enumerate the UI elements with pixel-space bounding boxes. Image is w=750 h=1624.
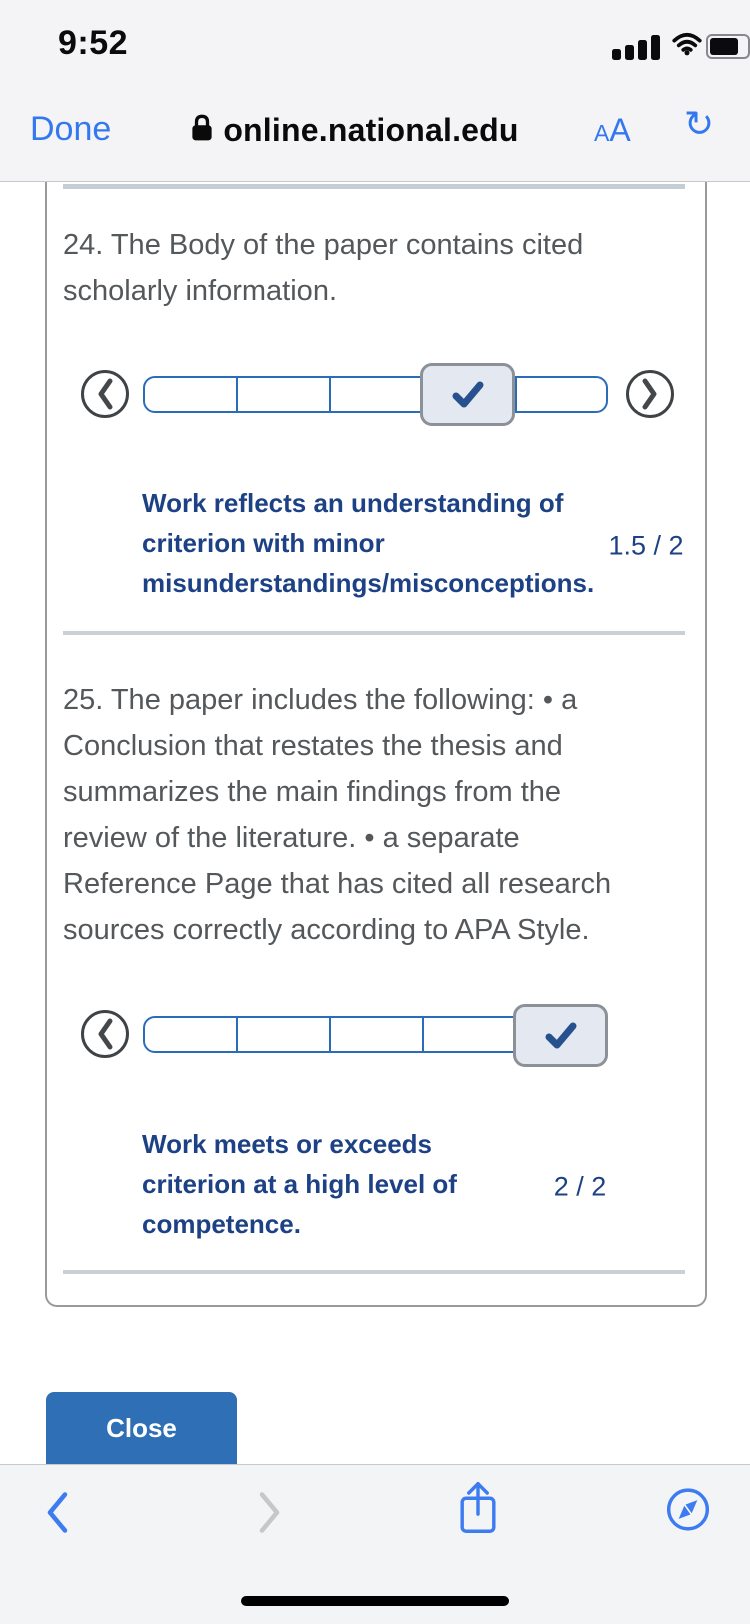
criterion-25-prev-level-button[interactable] — [81, 1010, 129, 1058]
criterion-divider — [63, 1270, 685, 1274]
forward-button[interactable] — [257, 1491, 283, 1540]
address-bar[interactable] — [140, 108, 570, 152]
criterion-24-selected-level-cell[interactable] — [420, 363, 515, 426]
share-icon — [455, 1479, 501, 1537]
home-indicator[interactable] — [241, 1596, 509, 1606]
browser-top-chrome — [0, 0, 750, 182]
criterion-24-score: 1.5 / 2 — [608, 530, 684, 561]
lock-icon — [191, 114, 213, 147]
criterion-25-feedback: Work meets or exceeds criterion at a high level of competence. — [142, 1129, 457, 1239]
criterion-25-question: 25. The paper includes the following: • a Conclusion that restates the thesis and summarizes the main findings from the review of the literature. • a separate Reference Page that has cited all research sources correctly according to APA Style. — [63, 684, 612, 946]
safari-compass-icon — [664, 1486, 712, 1534]
share-button[interactable] — [455, 1479, 501, 1542]
close-button[interactable]: Close — [46, 1392, 237, 1464]
criterion-24-level-slider[interactable] — [143, 376, 608, 413]
criterion-25-selected-level-cell[interactable] — [513, 1004, 608, 1067]
open-in-safari-button[interactable] — [664, 1486, 712, 1539]
criterion-24-prev-level-button[interactable] — [81, 370, 129, 418]
back-icon — [44, 1491, 70, 1535]
criterion-25-score: 2 / 2 — [553, 1171, 607, 1202]
url-text: online.national.edu — [223, 111, 519, 148]
checkmark-icon — [544, 1022, 578, 1050]
battery-icon — [706, 34, 750, 59]
status-time: 9:52 — [58, 24, 129, 62]
chevron-left-icon — [95, 1017, 115, 1051]
criterion-24-next-level-button[interactable] — [626, 370, 674, 418]
text-size-button[interactable]: AA — [594, 112, 631, 148]
checkmark-icon — [451, 381, 485, 409]
criterion-24-question: 24. The Body of the paper contains cited scholarly information. — [63, 229, 584, 307]
done-button[interactable]: Done — [30, 110, 112, 148]
criterion-divider — [63, 631, 685, 635]
reload-button[interactable]: ↻ — [684, 104, 715, 145]
forward-icon — [257, 1491, 283, 1535]
back-button[interactable] — [44, 1491, 70, 1540]
cellular-signal-icon — [612, 34, 664, 60]
previous-criterion-divider — [63, 184, 685, 189]
chevron-right-icon — [640, 377, 660, 411]
chevron-left-icon — [95, 377, 115, 411]
criterion-24-feedback: Work reflects an understanding of criterion with minor misunderstandings/misconceptions. — [142, 488, 595, 598]
wifi-icon — [672, 32, 702, 61]
